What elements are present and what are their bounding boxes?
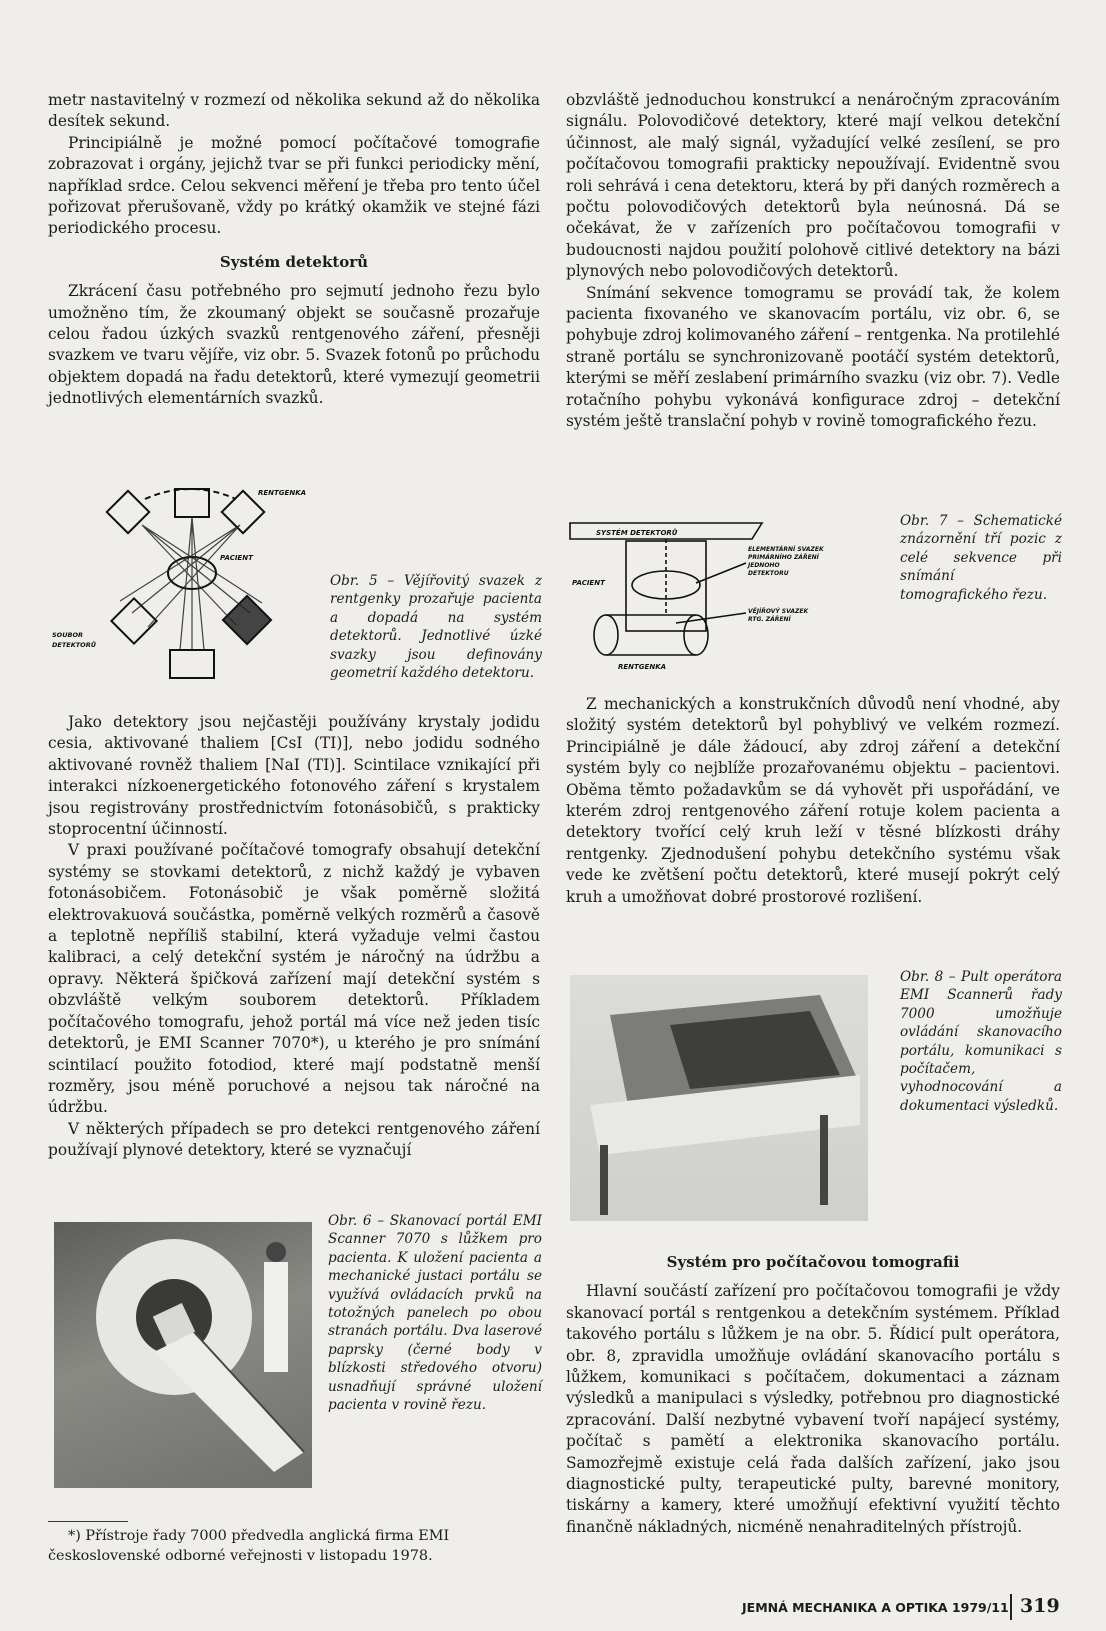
footnote-rule [48,1521,128,1522]
paragraph: V praxi používané počítačové tomografy obsahují detekční systémy se stovkami detektorů, z nichž každý je vybaven fotonásobičem. Fotonásobič je však poměrně složitá elektrovakuová součástka, poměrně velkých rozměrů a časově a teplotně nepříliš stabilní, která vyžaduje velmi častou kalibraci, a celý detekční systém je náročný na údržbu a opravy. Některá špičková zařízení mají detekční systém s obzvláště velkým souborem detektorů. Příkladem počítačového tomografu, jehož portál má více než jeden tisíc detektorů, je EMI Scanner 7070*), u kterého je pro snímání scintilací použito fotodiod, které mají podstatně menší rozměry, jsou méně poruchové a nejsou tak náročné na údržbu. [48,841,540,1117]
paragraph: V některých případech se pro detekci rentgenového záření používají plynové detektory, které se vyznačují [48,1119,540,1160]
section-heading: Systém detektorů [219,252,369,271]
right-column-bottom [566,1252,1060,1538]
figure-7-caption: Obr. 7 – Schematické znázornění tří pozic z celé sekvence při snímání tomografického řezu. [900,513,1062,603]
label-elem3: JEDNOHO [748,562,780,569]
label-vejir2: RTG. ZÁŘENÍ [748,616,791,623]
label-system: SYSTÉM DETEKTORŮ [596,529,678,537]
footer-divider [1010,1594,1012,1620]
paragraph: Jako detektory jsou nejčastěji používány krystaly jodidu cesia, aktivované thaliem [CsI (TI)], nebo jodidu sodného aktivované rovněž thaliem [NaI (TI)]. Scintilace vznikající při interakci nízkoenergetického fotonového záření s krystalem jsou registrovány prostřednictvím fotonásobičů, s prakticky stoprocentní účinností. [48,713,540,839]
paragraph: Hlavní součástí zařízení pro počítačovou tomografii je vždy skanovací portál s rentgenkou a detekčním systémem. Příklad takového portálu s lůžkem je na obr. 5. Řídicí pult operátora, obr. 8, zpravidla umožňuje ovládání skanovacího portálu s lůžkem, komunikaci s počítačem, dokumentaci a záznam výsledků a manipulaci s výsledky, potřebnou pro diagnostické zpracování. Další nezbytné vybavení tvoří napájecí systémy, počítač s pamětí a elektronika skanovacího portálu. Samozřejmě existuje celá řada dalších zařízení, jako jsou diagnostické pulty, terapeutické pulty, barevné monitory, tiskárny a kamery, které umožňují efektivní využití těchto finančně nákladných, nicméně nenahraditelných přístrojů. [566,1282,1060,1536]
right-column-middle [566,694,1060,908]
label-rentgenka: RENTGENKA [618,663,667,671]
paragraph: Zkrácení času potřebného pro sejmutí jednoho řezu bylo umožněno tím, že zkoumaný objekt se současně prozařuje celou řadou úzkých svazků rentgenového záření, přesněji svazkem ve tvaru vějíře, viz obr. 5. Svazek fotonů po průchodu objektem dopadá na řadu detektorů, které vymezují geometrii jednotlivých elementárních svazků. [48,282,540,408]
figure-5-diagram [50,485,320,690]
label-detektoru: DETEKTORŮ [52,641,96,649]
figure-7-diagram [566,513,886,675]
label-rentgenka: RENTGENKA [258,489,307,497]
label-pacient: PACIENT [572,579,605,587]
section-heading: Systém pro počítačovou tomografii [666,1253,960,1271]
right-column-top [566,90,1060,433]
figure-8-photo [570,975,868,1221]
journal-footer: JEMNÁ MECHANIKA A OPTIKA 1979/11 [742,1600,1009,1615]
footnote: *) Přístroje řady 7000 předvedla anglická firma EMI československé odborné veřejnosti v listopadu 1978. [48,1528,450,1564]
label-pacient: PACIENT [220,554,253,562]
paragraph: Z mechanických a konstrukčních důvodů není vhodné, aby složitý systém detektorů byl pohyblivý ve velkém rozmezí. Principiálně je dále žádoucí, aby zdroj záření a detekční systém byly co nejblíže prozařovanému objektu – pacientovi. Oběma těmto požadavkům se dá vyhovět při uspořádání, ve kterém zdroj rentgenového záření rotuje kolem pacienta a detektory tvořící celý kruh leží v těsné blízkosti dráhy rentgenky. Zjednodušení pohybu detekčního systému však vede ke zvětšení počtu detektorů, které musejí pokrýt celý kruh a umožňovat dobré prostorové rozlišení. [566,695,1060,906]
paragraph: metr nastavitelný v rozmezí od několika sekund až do několika desítek sekund. [48,91,540,131]
label-vejir1: VĚJÍŘOVÝ SVAZEK [748,608,809,615]
page-number: 319 [1020,1595,1060,1617]
figure-8-caption: Obr. 8 – Pult operátora EMI Scannerů řady 7000 umožňuje ovládání skanovacího portálu, komunikaci s počítačem, vyhodnocování a dokumentaci výsledků. [900,969,1062,1114]
label-soubor: SOUBOR [52,631,83,639]
left-column-top [48,90,540,410]
paragraph: Principiálně je možné pomocí počítačové tomografie zobrazovat i orgány, jejichž tvar se při funkci periodicky mění, například srdce. Celou sekvenci měření je třeba pro tento účel pořizovat přerušovaně, vždy po krátký okamžik ve stejné fázi periodického procesu. [48,133,540,238]
figure-6-photo [54,1222,312,1488]
label-elem4: DETEKTORU [748,570,789,577]
label-elem1: ELEMENTÁRNÍ SVAZEK [748,546,824,553]
label-elem2: PRIMÁRNÍHO ZÁŘENÍ [748,554,819,561]
figure-6-caption: Obr. 6 – Skanovací portál EMI Scanner 7070 s lůžkem pro pacienta. K uložení pacienta a mechanické justaci portálu se využívá ovládacích prvků na totožných panelech po obou stranách portálu. Dva laserové paprsky (černé body v blízkosti středového otvoru) usnadňují správné uložení pacienta v rovině řezu. [328,1213,542,1414]
left-column-bottom [48,712,540,1162]
figure-5-caption: Obr. 5 – Vějířovitý svazek z rentgenky prozařuje pacienta a dopadá na systém detektorů. Jednotlivé úzké svazky jsou definovány geometrií každého detektoru. [330,573,542,682]
paragraph: Snímání sekvence tomogramu se provádí tak, že kolem pacienta fixovaného ve skanovacím portálu, viz obr. 6, se pohybuje zdroj kolimovaného záření – rentgenka. Na protilehlé straně portálu se synchronizovaně pootáčí systém detektorů, kterými se měří zeslabení primárního svazku (viz obr. 7). Vedle rotačního pohybu vykonává konfigurace zdroj – detekční systém ještě translační pohyb v rovině tomografického řezu. [566,283,1060,431]
paragraph: obzvláště jednoduchou konstrukcí a nenáročným zpracováním signálu. Polovodičové detektory, které mají velkou detekční účinnost, ale malý signál, vyžadující velké zesílení, se pro počítačovou tomografii prakticky nepoužívají. Evidentně svou roli sehrává i cena detektoru, která by při daných rozměrech a počtu polovodičových detektorů byla neúnosná. Dá se očekávat, že v zařízeních pro počítačovou tomografii v budoucnosti najdou použití polohově citlivé detektory na bázi plynových nebo polovodičových detektorů. [566,91,1060,281]
